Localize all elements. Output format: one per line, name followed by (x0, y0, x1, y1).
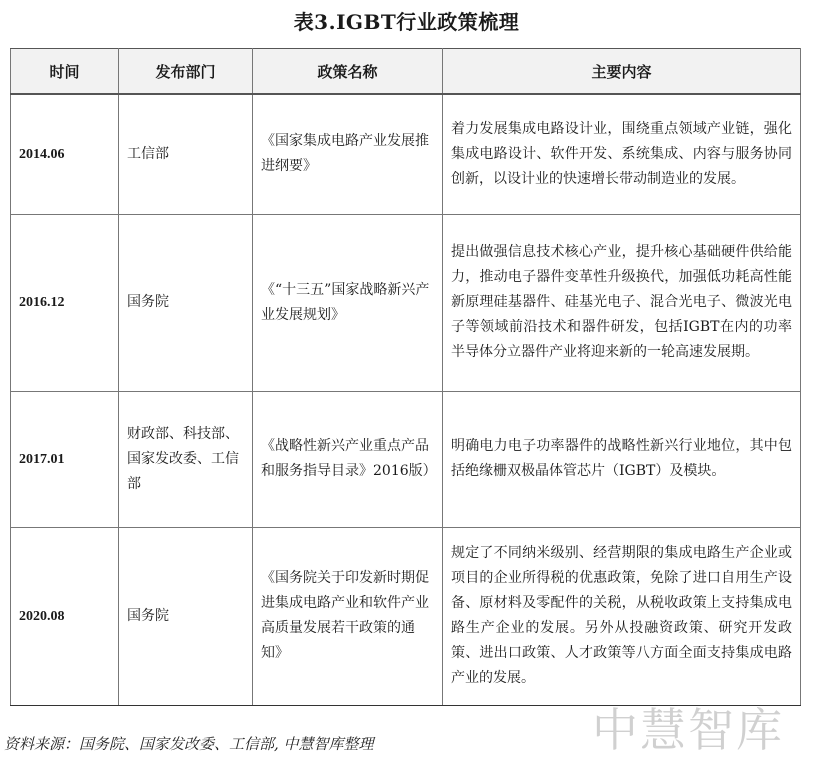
cell-policy-name: 《国务院关于印发新时期促进集成电路产业和软件产业高质量发展若干政策的通知》 (253, 527, 443, 705)
table-title: 表3.IGBT行业政策梳理 (293, 10, 520, 34)
header-content: 主要内容 (443, 49, 801, 95)
source-note: 资料来源：国务院、国家发改委、工信部, 中慧智库整理 (4, 735, 374, 753)
cell-dept: 工信部 (119, 94, 253, 214)
cell-dept: 国务院 (119, 214, 253, 391)
cell-time: 2016.12 (11, 214, 119, 391)
cell-time: 2014.06 (11, 94, 119, 214)
cell-content: 着力发展集成电路设计业，围绕重点领域产业链，强化集成电路设计、软件开发、系统集成、内容与服务协同创新，以设计业的快速增长带动制造业的发展。 (443, 94, 801, 214)
table-row (11, 391, 801, 527)
table-row (11, 527, 801, 705)
header-dept: 发布部门 (119, 49, 253, 95)
cell-policy-name: 《战略性新兴产业重点产品和服务指导目录》2016版） (253, 391, 443, 527)
table-row (11, 214, 801, 391)
table-row (11, 94, 801, 214)
cell-dept: 财政部、科技部、国家发改委、工信部 (119, 391, 253, 527)
cell-time: 2020.08 (11, 527, 119, 705)
cell-policy-name: 《国家集成电路产业发展推进纲要》 (253, 94, 443, 214)
header-row (11, 49, 801, 95)
policy-table (10, 48, 801, 706)
cell-content: 明确电力电子功率器件的战略性新兴行业地位，其中包括绝缘栅双极晶体管芯片（IGBT）及模块。 (443, 391, 801, 527)
header-time: 时间 (11, 49, 119, 95)
cell-policy-name: 《“十三五”国家战略新兴产业发展规划》 (253, 214, 443, 391)
cell-time: 2017.01 (11, 391, 119, 527)
header-policy-name: 政策名称 (253, 49, 443, 95)
cell-content: 规定了不同纳米级别、经营期限的集成电路生产企业或项目的企业所得税的优惠政策，免除了进口自用生产设备、原材料及零配件的关税，从税收政策上支持集成电路生产企业的发展。另外从投融资政策、研究开发政策、进出口政策、人才政策等八方面全面支持集成电路产业的发展。 (443, 527, 801, 705)
cell-content: 提出做强信息技术核心产业，提升核心基础硬件供给能力，推动电子器件变革性升级换代，加强低功耗高性能新原理硅基器件、硅基光电子、混合光电子、微波光电子等领域前沿技术和器件研发，包括IGBT在内的功率半导体分立器件产业将迎来新的一轮高速发展期。 (443, 214, 801, 391)
watermark-logo: 中慧智库 (592, 703, 784, 757)
cell-dept: 国务院 (119, 527, 253, 705)
